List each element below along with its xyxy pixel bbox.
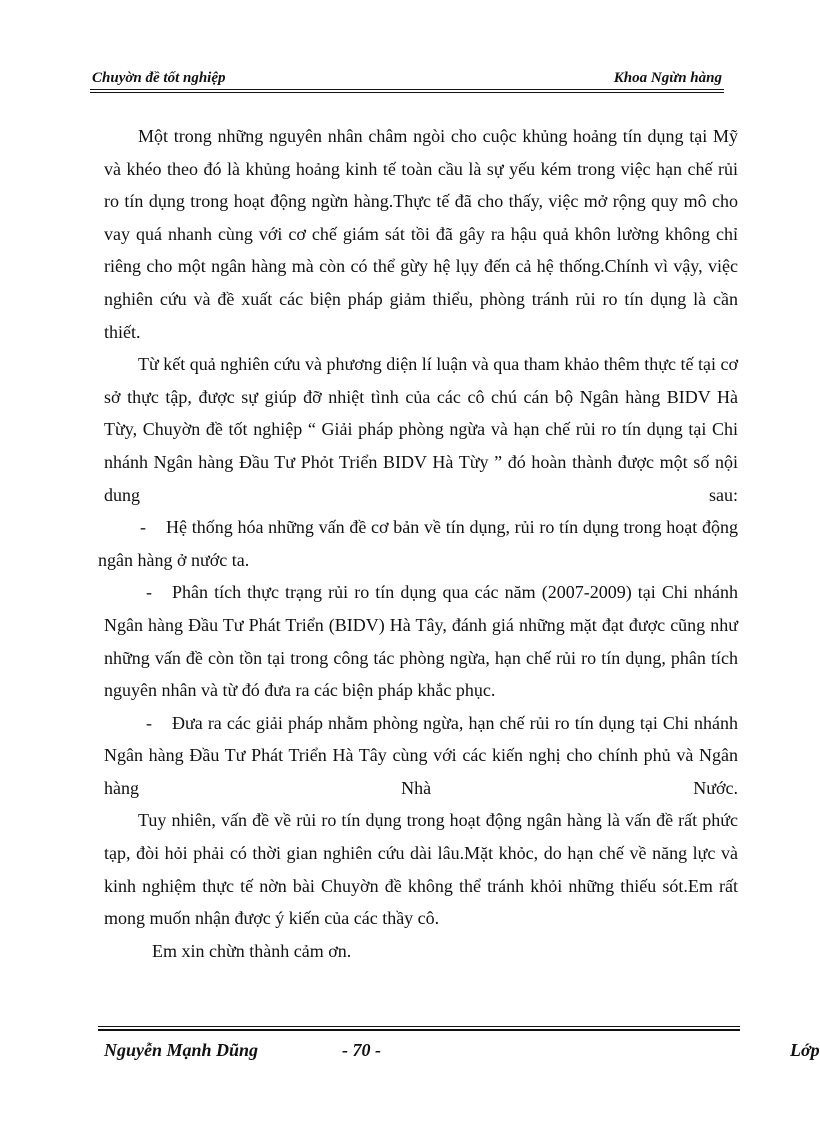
list-item-text: Phân tích thực trạng rủi ro tín dụng qua các năm (2007-2009) tại Chi nhánh Ngân hàng Đầu Tư Phát Triển (BIDV) Hà Tây, đánh giá những mặt đạt được cũng như những vấn đề còn tồn tại trong công tác phòng ngừa, hạn chế rủi ro tín dụng, phân tích nguyên nhân và từ đó đưa ra các biện pháp khắc phục. (104, 582, 738, 701)
list-item-text: Hệ thống hóa những vấn đề cơ bản về tín dụng, rủi ro tín dụng trong hoạt động ngân hàng ở nước ta. (98, 517, 738, 570)
thanks-paragraph: Em xin chừn thành cảm ơn. (152, 940, 352, 961)
list-item (98, 511, 738, 576)
method-paragraph: Từ kết quả nghiên cứu và phương diện lí luận và qua tham khảo thêm thực tế tại cơ sở thực tập, được sự giúp đỡ nhiệt tình của các cô chú cán bộ Ngân hàng BIDV Hà Từy, Chuyờn đề tốt nghiệp “ Giải pháp phòng ngừa và hạn chế rủi ro tín dụng tại Chi nhánh Ngân hàng Đầu Tư Phỏt Triển BIDV Hà Từy ” đó hoàn thành được một số nội dung sau: (104, 354, 738, 505)
page-header (92, 70, 722, 87)
header-title: Chuyờn đề tốt nghiệp (92, 70, 226, 86)
page-footer (0, 1040, 820, 1064)
limitation-paragraph: Tuy nhiên, vấn đề về rủi ro tín dụng trong hoạt động ngân hàng là vấn đề rất phức tạp, đòi hỏi phải có thời gian nghiên cứu dài lâu.Mặt khỏc, do hạn chế về năng lực và kinh nghiệm thực tế nờn bài Chuyờn đề không thể tránh khỏi những thiếu sót.Em rất mong muốn nhận được ý kiến của các thầy cô. (104, 810, 738, 929)
header-department: Khoa Ngừn hàng (613, 70, 722, 86)
document-body (98, 120, 738, 967)
footer-author: Nguyễn Mạnh Dũng (104, 1040, 259, 1060)
list-item (104, 707, 738, 805)
list-dash: - (146, 582, 152, 603)
footer-rule (98, 1026, 740, 1031)
list-dash: - (140, 517, 146, 538)
intro-paragraph: Một trong những nguyên nhân châm ngòi cho cuộc khủng hoảng tín dụng tại Mỹ và khéo theo đó là khủng hoảng kinh tế toàn cầu là sự yếu kém trong việc hạn chế rủi ro tín dụng trong hoạt động ngừn hàng.Thực tế đã cho thấy, việc mở rộng quy mô cho vay quá nhanh cùng với cơ chế giám sát tồi đã gây ra hậu quả khôn lường không chỉ riêng cho một ngân hàng mà còn có thể gừy hệ lụy đến cả hệ thống.Chính vì vậy, việc nghiên cứu và đề xuất các biện pháp giảm thiểu, phòng tránh rủi ro tín dụng là cần thiết. (104, 126, 738, 342)
footer-class: Lớp (790, 1040, 820, 1060)
list-dash: - (146, 712, 152, 733)
list-item-text: Đưa ra các giải pháp nhằm phòng ngừa, hạn chế rủi ro tín dụng tại Chi nhánh Ngân hàng Đầu Tư Phát Triển Hà Tây cùng với các kiến nghị cho chính phủ và Ngân hàng Nhà Nước. (104, 712, 738, 798)
list-item (104, 576, 738, 706)
page-number: - 70 - (342, 1040, 381, 1060)
header-rule (90, 89, 724, 93)
